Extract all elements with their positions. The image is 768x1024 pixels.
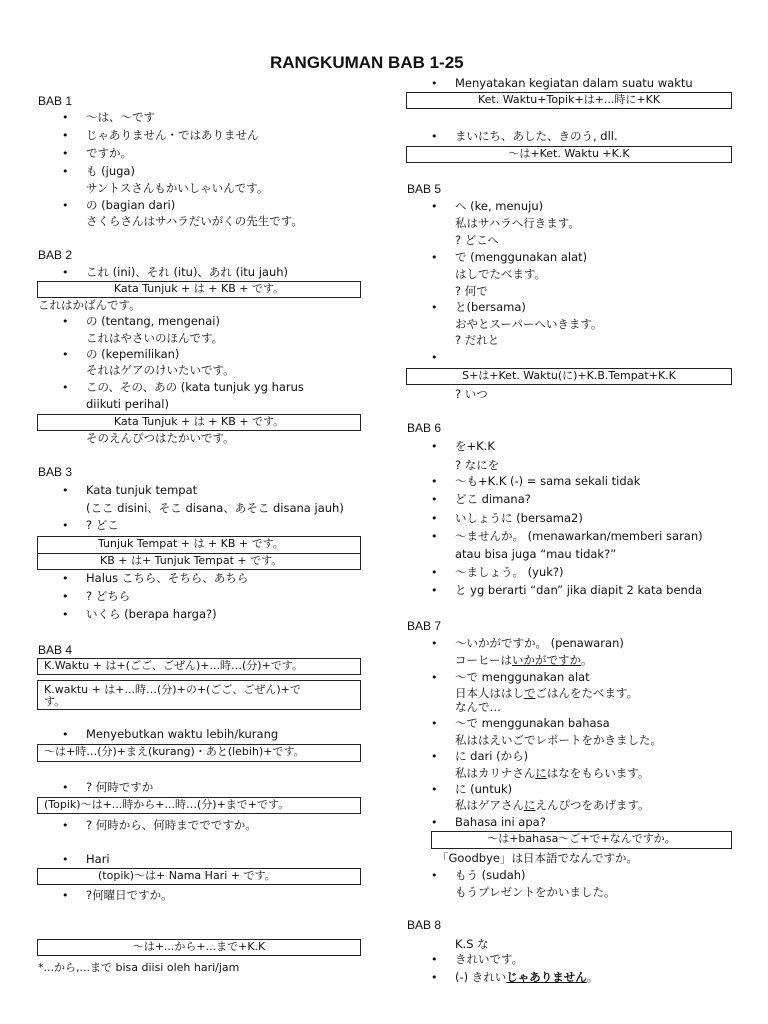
- formula-text: (topik)〜は+ Nama Hari + です。: [98, 869, 276, 882]
- underlined-part: いかがですか: [512, 653, 582, 667]
- list-item: • Hari: [86, 852, 110, 867]
- list-item: • Bahasa ini apa?: [455, 815, 546, 830]
- example-text: はしでたべます。: [455, 267, 547, 281]
- example-part: 。: [581, 653, 593, 667]
- example-part: えんぴつをあげます。: [535, 798, 650, 812]
- formula-text: (Topik)〜は+...時から+...時…(分)+まで+です。: [44, 798, 290, 811]
- list-item: • の (bagian dari): [86, 198, 175, 213]
- question-text: ? だれと: [455, 333, 500, 347]
- example-text: おやとスーパーへいきます。: [455, 317, 603, 331]
- formula-box: [37, 797, 361, 814]
- list-item: • この、その、あの (kata tunjuk yg harus: [86, 380, 304, 395]
- example-text: それはゲアのけいたいです。: [86, 363, 235, 377]
- example-text: サントスさんもかいしゃいんです。: [86, 181, 269, 195]
- list-item-continued: atau bisa juga “mau tidak?”: [455, 547, 617, 561]
- list-item: • もう (sudah): [455, 868, 526, 883]
- page-title: RANGKUMAN BAB 1-25: [270, 53, 464, 72]
- list-item: • で (menggunakan alat): [455, 250, 587, 265]
- underlined-part: に: [535, 766, 547, 780]
- list-item: • Menyebutkan waktu lebih/kurang: [86, 727, 278, 742]
- list-item: • へ (ke, menuju): [455, 199, 543, 214]
- example-text: [455, 765, 649, 781]
- underlined-part: じゃありません: [506, 970, 587, 984]
- example-text: 私ははえいごでレポートをかきました。: [455, 733, 662, 747]
- formula-box: [37, 658, 361, 675]
- bab-8-heading: BAB 8: [407, 918, 442, 932]
- example-text: そのえんぴつはたかいです。: [86, 431, 235, 445]
- note-text: *...から,...まで bisa diisi oleh hari/jam: [38, 961, 240, 974]
- formula-text: す。: [44, 695, 66, 708]
- list-item: • ? どこ: [86, 518, 119, 533]
- formula-box: [37, 680, 361, 710]
- example-part: コーヒーは: [455, 653, 513, 667]
- formula-box: [406, 368, 732, 385]
- list-item: • も (juga): [86, 164, 135, 179]
- list-item: • じゃありません・ではありません: [86, 128, 259, 143]
- list-item: • ? 何時から、何時まででですか。: [86, 818, 257, 833]
- list-item: • Kata tunjuk tempat: [86, 483, 197, 498]
- list-item: • 〜ましょう。 (yuk?): [455, 565, 564, 580]
- formula-text: S+は+Ket. Waktu(に)+K.B.Tempat+K.K: [462, 369, 676, 382]
- formula-box: [406, 92, 732, 109]
- list-item-continued: (ここ disini、そこ disana、あそこ disana jauh): [86, 501, 344, 515]
- list-item: • に dari (から): [455, 749, 528, 764]
- example-part: 私はカリナさん: [455, 766, 536, 780]
- list-item: • と yg berarti “dan” jika diapit 2 kata benda: [455, 583, 702, 598]
- example-text: 「Goodbye」は日本語でなんですか。: [437, 851, 638, 865]
- formula-box: [37, 536, 361, 570]
- formula-text: KB + は+ Tunjuk Tempat + です。: [100, 554, 283, 567]
- question-text: ? どこへ: [455, 233, 499, 247]
- example-text: さくらさんはサハラだいがくの先生です。: [86, 214, 303, 228]
- example-part: 。: [586, 970, 599, 984]
- list-item: • ? 何時ですか: [86, 780, 153, 795]
- list-item: • の (kepemilikan): [86, 347, 179, 362]
- formula-box: [431, 831, 732, 849]
- list-item: • 〜も+K.K (-) = sama sekali tidak: [455, 474, 640, 489]
- formula-box: [37, 868, 361, 885]
- list-item: • どこ dimana?: [455, 492, 531, 507]
- list-item: • 〜いかがですか。 (penawaran): [455, 636, 624, 651]
- formula-box: [37, 281, 361, 298]
- list-item: • の (tentang, mengenai): [86, 314, 220, 329]
- list-item: • に (untuk): [455, 782, 512, 797]
- question-text: ? なにを: [455, 458, 500, 472]
- formula-text: 〜は+...から+...まで+K.K: [132, 940, 266, 953]
- formula-box: [37, 939, 361, 956]
- list-item: • まいにち、あした、きのう, dll.: [455, 129, 618, 144]
- list-item-continued: diikuti perihal): [86, 397, 169, 411]
- list-item: • 〜で menggunakan alat: [455, 670, 590, 685]
- formula-box: [406, 146, 732, 163]
- formula-box: [37, 414, 361, 431]
- example-text: これはかばんです。: [38, 298, 141, 312]
- bab-3-heading: BAB 3: [38, 465, 73, 479]
- list-item: • Halus こちら、そちら、あちら: [86, 571, 248, 586]
- bab-6-heading: BAB 6: [407, 421, 442, 435]
- formula-text: 〜は+bahasa〜ご+で+なんですか。: [487, 832, 676, 845]
- example-part: 私はゲアさん: [455, 798, 524, 812]
- question-text: ? 何で: [455, 284, 488, 298]
- example-part: (-) きれい: [455, 970, 507, 984]
- example-part: 日本人ははし: [455, 686, 524, 700]
- list-item: • 〜で menggunakan bahasa: [455, 716, 610, 731]
- list-item: • いくら (berapa harga?): [86, 607, 217, 622]
- list-item: • ですか。: [86, 146, 132, 161]
- example-text: [455, 797, 650, 813]
- formula-text: K.waktu + は+...時…(分)+の+(ごご、ごぜん)+で: [44, 683, 301, 696]
- list-item: • と(bersama): [455, 300, 526, 315]
- list-item: • いしょうに (bersama2): [455, 511, 583, 526]
- example-part: ごはんをたべます。: [535, 686, 639, 700]
- example-text: これはやさいのほんです。: [86, 331, 224, 345]
- formula-text: Tunjuk Tempat + は + KB + です。: [38, 537, 360, 554]
- list-item: • きれいです。: [455, 952, 523, 967]
- bab-1-heading: BAB 1: [38, 94, 73, 108]
- list-item: • 〜は、〜です: [86, 110, 155, 125]
- formula-text: Ket. Waktu+Topik+は+...時に+KK: [477, 93, 661, 106]
- list-item: • ?何曜日ですか。: [86, 888, 173, 903]
- example-part: はなをもらいます。: [546, 766, 650, 780]
- formula-box: [37, 744, 361, 762]
- list-item: • ? どちら: [86, 589, 130, 604]
- underlined-part: で: [524, 686, 536, 700]
- list-item: • これ (ini)、それ (itu)、あれ (itu jauh): [86, 265, 288, 280]
- formula-text: 〜は+時…(分)+まえ(kurang)・あと(lebih)+です。: [44, 745, 305, 758]
- bab-4-heading: BAB 4: [38, 643, 73, 657]
- example-text: [455, 652, 593, 668]
- bab-2-heading: BAB 2: [38, 248, 73, 262]
- bab-7-heading: BAB 7: [407, 619, 442, 633]
- subheading-text: K.S な: [455, 937, 489, 951]
- example-text: なんで…: [455, 700, 501, 714]
- formula-text: Kata Tunjuk + は + KB + です。: [113, 282, 285, 295]
- list-item: • を+K.K: [455, 439, 495, 454]
- list-item: [455, 970, 598, 985]
- example-text: もうプレゼントをかいました。: [455, 885, 616, 899]
- list-item: • 〜ませんか。 (menawarkan/memberi saran): [455, 529, 703, 544]
- bab-5-heading: BAB 5: [407, 182, 442, 196]
- example-text: 私はサハラへ行きます。: [455, 216, 580, 230]
- underlined-part: に: [524, 798, 536, 812]
- formula-text: Kata Tunjuk + は + KB + です。: [113, 415, 285, 428]
- formula-text: K.Waktu + は+(ごご、ごぜん)+...時…(分)+です。: [44, 659, 303, 672]
- formula-text: 〜は+Ket. Waktu +K.K: [508, 147, 630, 160]
- question-text: ? いつ: [455, 387, 488, 401]
- list-item: • Menyatakan kegiatan dalam suatu waktu: [455, 76, 693, 91]
